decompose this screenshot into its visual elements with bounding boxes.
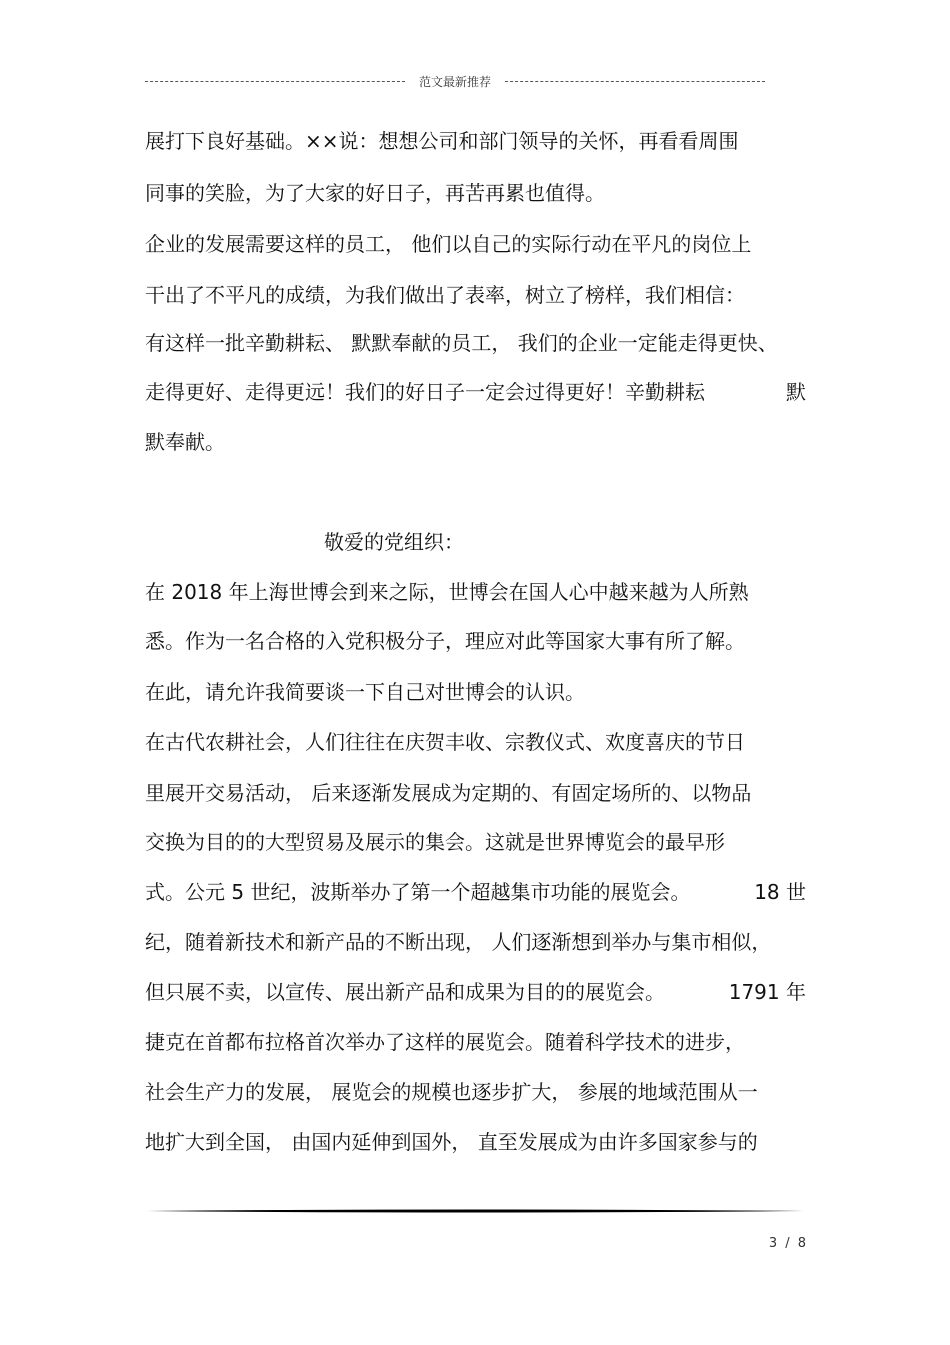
text-line: 在 2018 年上海世博会到来之际，世博会在国人心中越来越为人所熟 [145,580,749,604]
text-line: 同事的笑脸，为了大家的好日子，再苦再累也值得。 [145,181,605,205]
text-line: 默奉献。 [145,430,225,454]
header-dash-left [145,81,405,82]
text-line: 干出了不平凡的成绩，为我们做出了表率，树立了榜样，我们相信： [145,283,745,307]
text-line-right: 18 世 [754,880,806,904]
footer-rule [147,1209,804,1213]
text-line: 在古代农耕社会，人们往往在庆贺丰收、宗教仪式、欢度喜庆的节日 [145,730,745,754]
text-line: 有这样一批辛勤耕耘、 默默奉献的员工， 我们的企业一定能走得更快、 [145,331,778,355]
text-line: 在此，请允许我简要谈一下自己对世博会的认识。 [145,680,585,704]
text-line: 交换为目的的大型贸易及展示的集会。这就是世界博览会的最早形 [145,830,725,854]
text-line: 但只展不卖，以宣传、展出新产品和成果为目的的展览会。 [145,980,665,1004]
text-line-right: 默 [786,380,806,404]
salutation: 敬爱的党组织： [324,530,464,554]
text-line: 企业的发展需要这样的员工， 他们以自己的实际行动在平凡的岗位上 [145,232,752,256]
header-title: 范文最新推荐 [419,74,492,89]
text-line: 纪，随着新技术和新产品的不断出现， 人们逐渐想到举办与集市相似， [145,930,772,954]
header-dash-right [505,81,765,82]
text-line: 地扩大到全国， 由国内延伸到国外， 直至发展成为由许多国家参与的 [145,1130,758,1154]
text-line: 捷克在首都布拉格首次举办了这样的展览会。随着科学技术的进步， [145,1030,745,1054]
text-line: 里展开交易活动， 后来逐渐发展成为定期的、有固定场所的、以物品 [145,781,752,805]
text-line: 社会生产力的发展， 展览会的规模也逐步扩大， 参展的地域范围从一 [145,1080,758,1104]
text-line: 走得更好、走得更远！我们的好日子一定会过得更好！辛勤耕耘 [145,380,705,404]
page-number: 3 / 8 [768,1236,808,1251]
page-header [145,70,765,92]
text-line: 展打下良好基础。××说：想想公司和部门领导的关怀，再看看周围 [145,129,739,153]
text-line-right: 1791 年 [728,980,806,1004]
text-line: 式。公元 5 世纪，波斯举办了第一个超越集市功能的展览会。 [145,880,691,904]
text-line: 悉。作为一名合格的入党积极分子，理应对此等国家大事有所了解。 [145,629,745,653]
